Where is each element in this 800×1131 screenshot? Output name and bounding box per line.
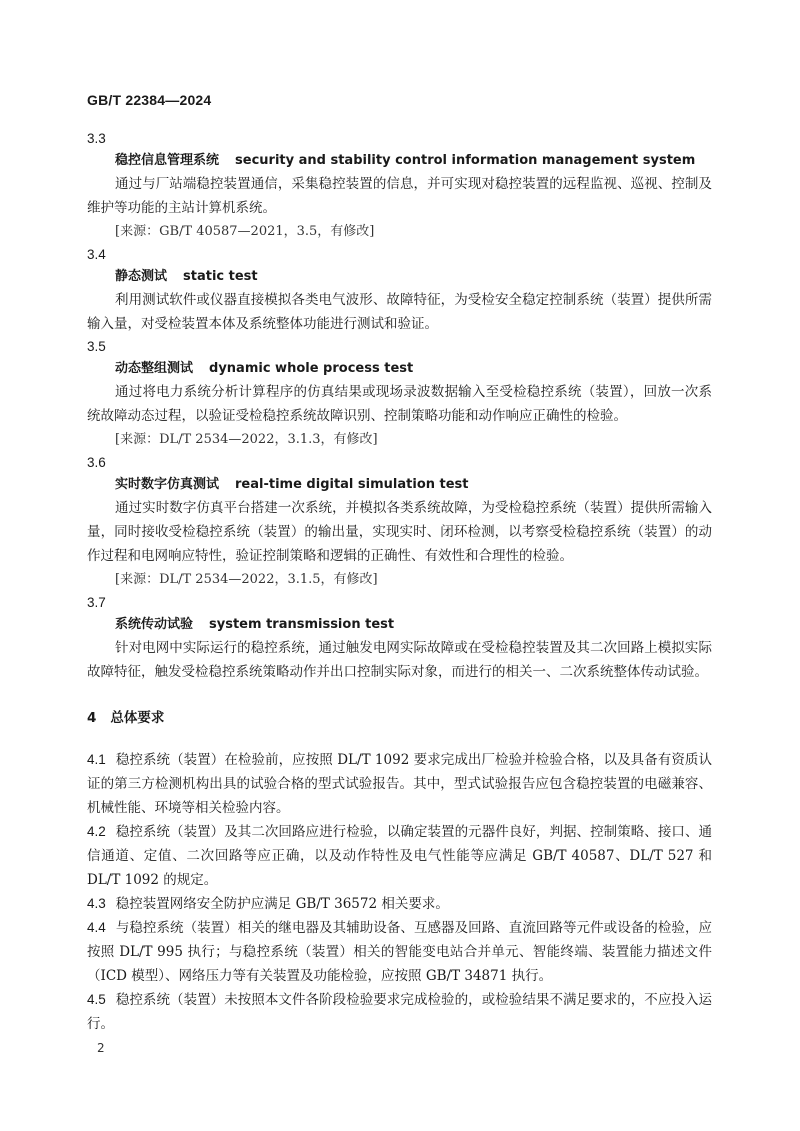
requirement-number: 4.3 xyxy=(87,896,106,911)
term-title xyxy=(87,358,712,380)
term-title xyxy=(87,474,712,496)
requirement-number: 4.4 xyxy=(87,920,106,935)
document-body xyxy=(87,128,712,1036)
term-name-zh: 稳控信息管理系统 xyxy=(115,153,220,168)
term-entry xyxy=(87,592,712,684)
requirement-item xyxy=(87,892,712,916)
term-number: 3.7 xyxy=(87,595,106,610)
requirement-number: 4.1 xyxy=(87,752,106,767)
term-name-en: static test xyxy=(183,269,258,284)
term-entry xyxy=(87,452,712,592)
requirement-number: 4.5 xyxy=(87,992,106,1007)
term-name-zh: 系统传动试验 xyxy=(115,617,194,632)
term-entry xyxy=(87,336,712,452)
requirement-text: 与稳控系统（装置）相关的继电器及其辅助设备、互感器及回路、直流回路等元件或设备的检验，应按照 DL/T 995 执行；与稳控系统（装置）相关的智能变电站合并单元、智能终端、装置能力描述文件（ICD 模型）、网络压力等有关装置及功能检验，应按照 GB/T 34871 执行。 xyxy=(87,920,712,984)
term-number: 3.4 xyxy=(87,247,106,262)
term-number: 3.6 xyxy=(87,455,106,470)
term-source: [来源：DL/T 2534—2022，3.1.5，有修改] xyxy=(115,572,378,587)
term-name-zh: 静态测试 xyxy=(115,269,168,284)
requirement-item xyxy=(87,820,712,892)
term-definition: 通过与厂站端稳控装置通信，采集稳控装置的信息，并可实现对稳控装置的远程监视、巡视、控制及维护等功能的主站计算机系统。 xyxy=(87,176,712,216)
term-name-en: security and stability control information management system xyxy=(235,153,696,168)
term-definition: 利用测试软件或仪器直接模拟各类电气波形、故障特征，为受检安全稳定控制系统（装置）提供所需输入量，对受检装置本体及系统整体功能进行测试和验证。 xyxy=(87,292,712,332)
term-definition: 通过实时数字仿真平台搭建一次系统，并模拟各类系统故障，为受检稳控系统（装置）提供所需输入量，同时接收受检稳控系统（装置）的输出量，实现实时、闭环检测，以考察受检稳控系统（装置）的动作过程和电网响应特性，验证控制策略和逻辑的正确性、有效性和合理性的检验。 xyxy=(87,500,712,564)
term-entry xyxy=(87,128,712,244)
term-number: 3.3 xyxy=(87,131,106,146)
term-title xyxy=(87,614,712,636)
section-heading xyxy=(87,706,712,730)
requirement-number: 4.2 xyxy=(87,824,106,839)
section-title: 总体要求 xyxy=(110,710,165,726)
term-name-zh: 动态整组测试 xyxy=(115,361,194,376)
term-title xyxy=(87,150,712,172)
term-name-zh: 实时数字仿真测试 xyxy=(115,477,220,492)
term-definition: 通过将电力系统分析计算程序的仿真结果或现场录波数据输入至受检稳控系统（装置），回放一次系统故障动态过程，以验证受检稳控系统故障识别、控制策略功能和动作响应正确性的检验。 xyxy=(87,384,712,424)
term-name-en: real-time digital simulation test xyxy=(235,477,469,492)
term-number: 3.5 xyxy=(87,339,106,354)
section-number: 4 xyxy=(87,710,97,726)
requirement-text: 稳控装置网络安全防护应满足 GB/T 36572 相关要求。 xyxy=(115,896,449,912)
term-entry xyxy=(87,244,712,336)
requirement-list xyxy=(87,748,712,1036)
term-source: [来源：DL/T 2534—2022，3.1.3，有修改] xyxy=(115,432,378,447)
requirement-text: 稳控系统（装置）未按照本文件各阶段检验要求完成检验的，或检验结果不满足要求的，不应投入运行。 xyxy=(87,992,712,1032)
term-name-en: dynamic whole process test xyxy=(209,361,414,376)
term-name-en: system transmission test xyxy=(209,617,395,632)
term-title xyxy=(87,266,712,288)
requirement-text: 稳控系统（装置）在检验前，应按照 DL/T 1092 要求完成出厂检验并检验合格，以及具备有资质认证的第三方检测机构出具的试验合格的型式试验报告。其中，型式试验报告应包含稳控装置的电磁兼容、机械性能、环境等相关检验内容。 xyxy=(87,752,712,816)
standard-code-header: GB/T 22384—2024 xyxy=(87,92,212,108)
requirement-item xyxy=(87,748,712,820)
requirement-item xyxy=(87,988,712,1036)
term-source: [来源：GB/T 40587—2021，3.5，有修改] xyxy=(115,224,375,239)
term-definition: 针对电网中实际运行的稳控系统，通过触发电网实际故障或在受检稳控装置及其二次回路上模拟实际故障特征，触发受检稳控系统策略动作并出口控制实际对象，而进行的相关一、二次系统整体传动试验。 xyxy=(87,640,712,680)
requirement-text: 稳控系统（装置）及其二次回路应进行检验，以确定装置的元器件良好，判据、控制策略、接口、通信通道、定值、二次回路等应正确，以及动作特性及电气性能等应满足 GB/T 40587、DL/T 527 和 DL/T 1092 的规定。 xyxy=(87,824,712,888)
page-number: 2 xyxy=(97,1041,105,1055)
requirement-item xyxy=(87,916,712,988)
